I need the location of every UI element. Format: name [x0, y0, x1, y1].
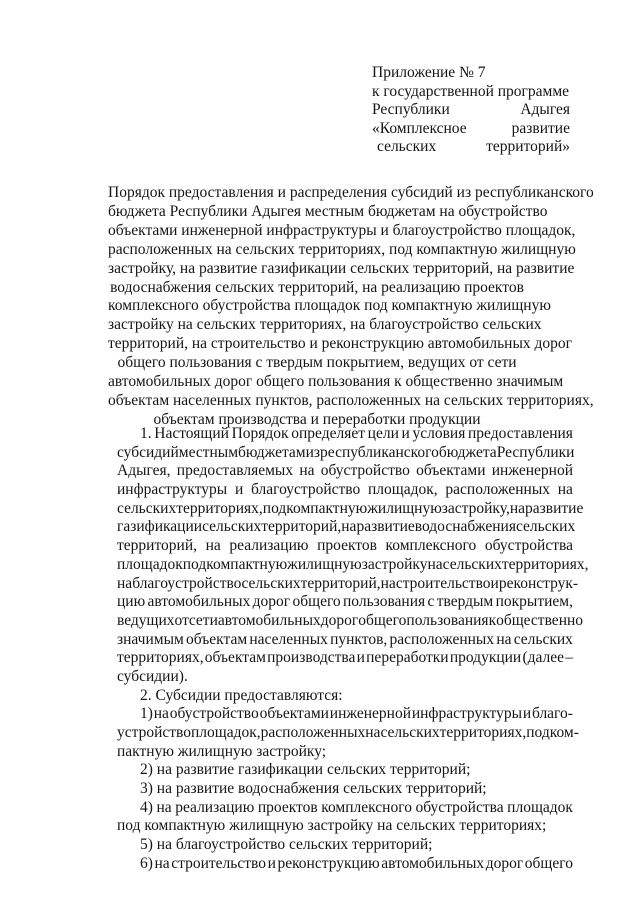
body-line: 2. Субсидии предоставляются:	[140, 686, 343, 704]
body-line: 1. Настоящий Порядок определяет цели и условия предоставления	[140, 425, 573, 442]
body-line: Адыгея, предоставляемых на обустройство объектами инженерной	[117, 462, 573, 480]
title-line: общего пользования с твердым покрытием, ведущих от сети	[117, 354, 517, 372]
title-line: Порядок предоставления и распределения субсидий из республиканского	[108, 184, 594, 201]
title-line: комплексного обустройства площадок под компактную жилищную	[108, 297, 551, 315]
title-line: расположенных на сельских территориях, под компактную жилищную	[108, 240, 576, 258]
appendix-territories-line	[372, 138, 570, 157]
body-line: цию автомобильных дорог общего пользования с твердым покрытием,	[117, 593, 573, 611]
body-line: 6) на строительство и реконструкцию автомобильных дорог общего	[140, 854, 573, 872]
body-line: территориях, объектам производства и переработки продукции (далее –	[117, 649, 573, 667]
appendix-complex-line	[372, 120, 570, 139]
body-line: инфраструктуры и благоустройство площадок, расположенных на	[117, 481, 573, 499]
title-line: бюджета Республики Адыгея местным бюджетам на обустройство	[108, 202, 548, 220]
appendix-program-line: к государственной программе	[372, 82, 570, 100]
body-line: субсидий местным бюджетам из республиканского бюджета Республики	[117, 443, 575, 461]
body-line: значимым объектам населенных пунктов, расположенных на сельских	[117, 630, 573, 648]
body-line: на благоустройство сельских территорий, на строительство и реконструк-	[117, 574, 579, 592]
body-line: сельских территориях, под компактную жилищную застройку, на развитие	[117, 499, 584, 517]
body-line: 2) на развитие газификации сельских территорий;	[140, 761, 471, 779]
appendix-rural-word: сельских	[377, 138, 437, 155]
title-line: объектам населенных пунктов, расположенных на сельских территориях,	[108, 391, 594, 409]
appendix-header	[372, 64, 570, 157]
body-line: 3) на развитие водоснабжения сельских территорий;	[140, 780, 487, 798]
body-line: газификации сельских территорий, на развитие водоснабжения сельских	[117, 518, 576, 536]
appendix-republic-line	[372, 101, 570, 120]
title-line: застройку на сельских территориях, на благоустройство сельских	[108, 316, 542, 334]
document-title	[108, 184, 594, 430]
body-line: 5) на благоустройство сельских территорий;	[140, 836, 433, 854]
appendix-complex-word: «Комплексное	[372, 119, 467, 137]
body-line: субсидии).	[117, 667, 188, 685]
document-body	[117, 425, 589, 874]
appendix-number: Приложение № 7	[372, 64, 486, 81]
body-line: территорий, на реализацию проектов комплексного обустройства	[117, 537, 573, 555]
appendix-republic-word: Республики	[372, 101, 450, 118]
appendix-adygea-word: Адыгея	[520, 101, 570, 118]
body-line: ведущих от сети автомобильных дорог общего пользования к общественно	[117, 611, 584, 629]
title-line: водоснабжения сельских территорий, на реализацию проектов	[110, 278, 524, 296]
title-line: застройку, на развитие газификации сельских территорий, на развитие	[108, 259, 575, 277]
appendix-development-word: развитие	[511, 119, 570, 137]
body-line: пактную жилищную застройку;	[117, 742, 327, 760]
body-line: площадок под компактную жилищную застройку на сельских территориях,	[117, 555, 589, 573]
appendix-territories-word: территорий»	[486, 138, 570, 155]
body-line: 4) на реализацию проектов комплексного обустройства площадок	[140, 798, 573, 816]
body-line: 1) на обустройство объектами инженерной инфраструктуры и благо-	[140, 705, 573, 723]
title-line: объектами инженерной инфраструктуры и благоустройство площадок,	[108, 221, 576, 239]
title-line: объектам производства и переработки продукции	[153, 410, 481, 428]
body-line: под компактную жилищную застройку на сельских территориях;	[117, 817, 547, 835]
title-line: автомобильных дорог общего пользования к общественно значимым	[108, 373, 564, 391]
title-line: территорий, на строительство и реконструкцию автомобильных дорог	[108, 335, 573, 353]
body-line: устройство площадок, расположенных на сельских территориях, под ком-	[117, 724, 579, 741]
